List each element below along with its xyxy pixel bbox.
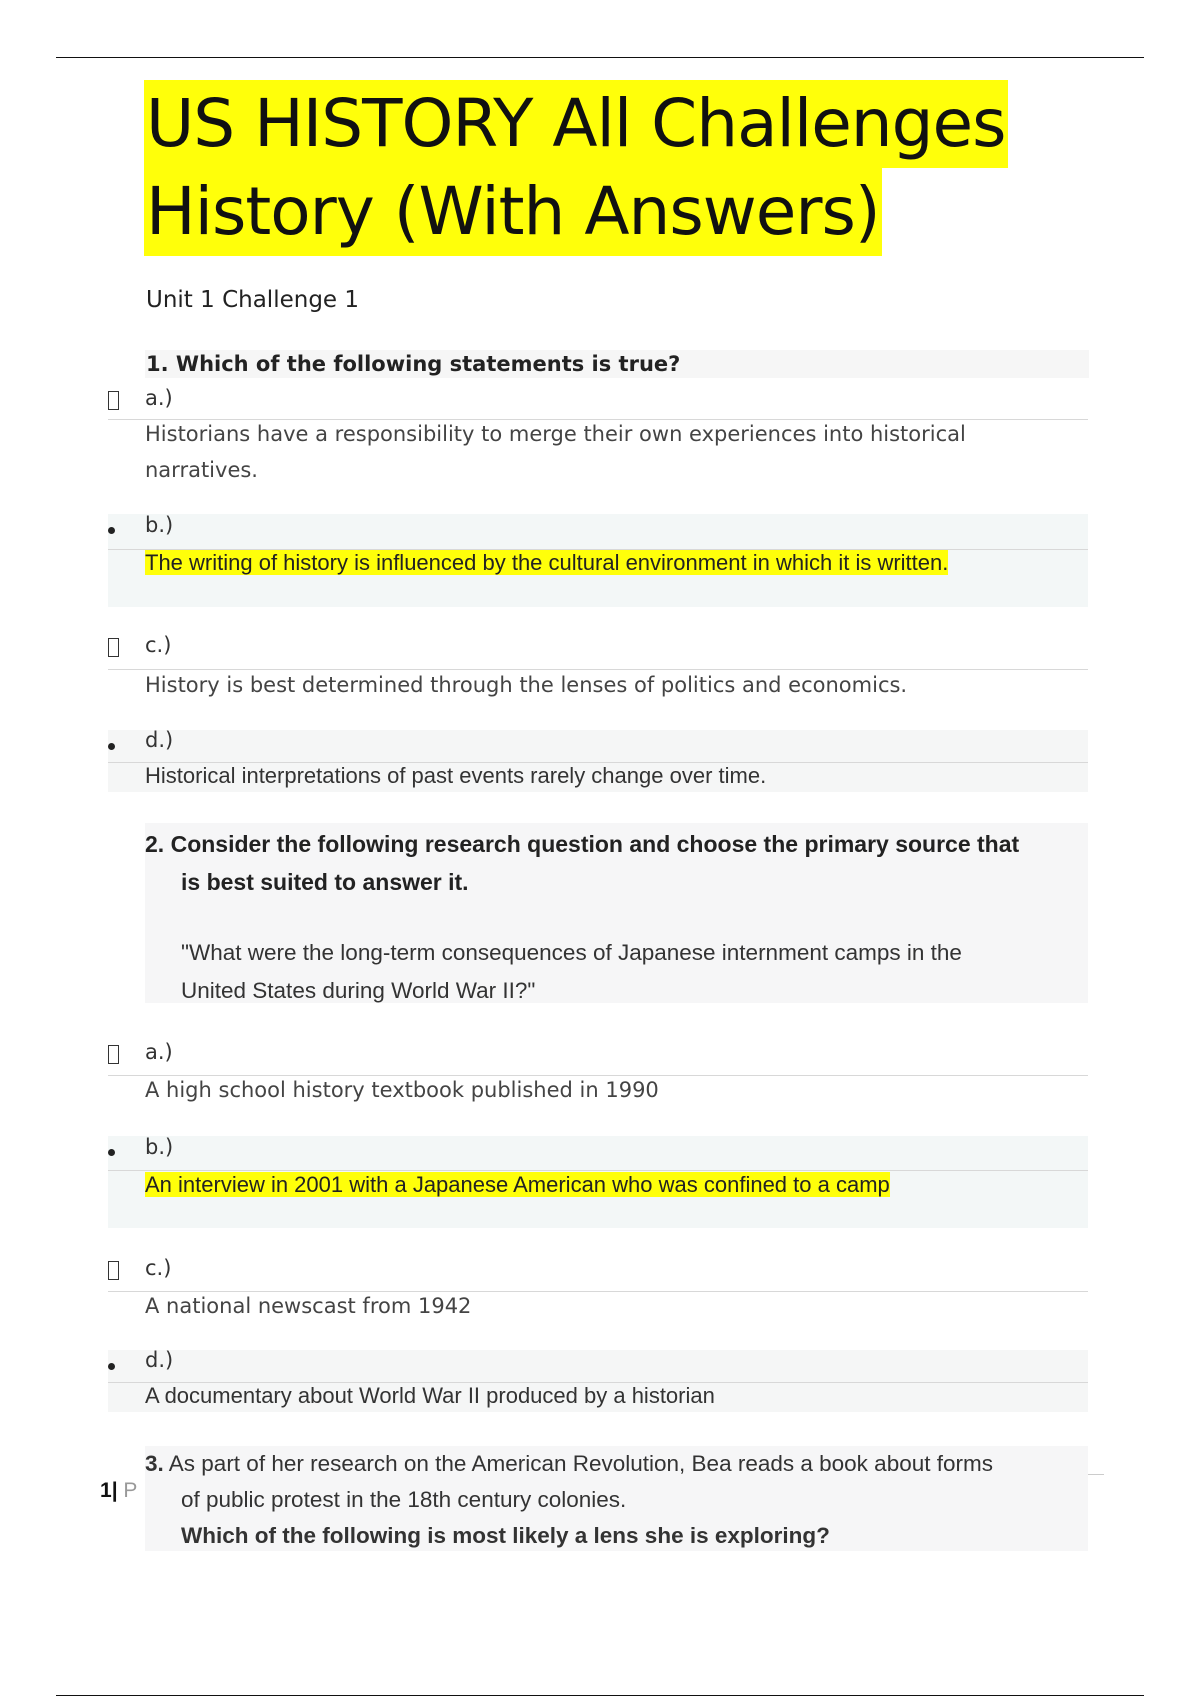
bottom-rule (56, 1695, 1144, 1696)
q2-option-b-text[interactable] (145, 1167, 1075, 1203)
q1-option-d-label: d.) (145, 728, 174, 752)
question-2-number: 2. (145, 831, 165, 857)
question-2-quote (181, 934, 1071, 1010)
bullet-icon (108, 527, 115, 534)
bullet-icon (108, 743, 115, 750)
question-1-heading (145, 350, 1089, 378)
question-3-text-line-1: As part of her research on the American Revolution, Bea reads a book about forms (168, 1451, 993, 1476)
question-3-number: 3. (145, 1451, 164, 1476)
q2-option-d-label: d.) (145, 1348, 174, 1372)
q1-option-b-text[interactable] (145, 545, 1075, 581)
checkbox-icon[interactable] (108, 1045, 119, 1064)
q2-option-a-text[interactable]: A high school history textbook published in 1990 (145, 1078, 659, 1102)
q1-option-a-text[interactable]: Historians have a responsibility to merge their own experiences into historical narratives. (145, 422, 966, 482)
q1-option-c-text[interactable]: History is best determined through the lenses of politics and economics. (145, 673, 908, 697)
q1-option-c-label: c.) (145, 633, 172, 657)
question-1-number: 1. (146, 352, 169, 376)
page-number (100, 1479, 137, 1503)
quote-line-2: United States during World War II?" (181, 978, 536, 1003)
checkbox-icon[interactable] (108, 1261, 119, 1280)
top-rule (56, 57, 1144, 58)
q2-option-d-text[interactable]: A documentary about World War II produced by a historian (145, 1383, 715, 1408)
answer-highlight: The writing of history is influenced by the cultural environment in which it is written. (145, 550, 949, 575)
question-2-heading (145, 825, 1075, 901)
page-number-value: 1 (100, 1479, 112, 1502)
question-2-text-line-1: Consider the following research question and choose the primary source that (170, 831, 1020, 857)
q1-option-a-label: a.) (145, 386, 173, 410)
checkbox-icon[interactable] (108, 638, 119, 657)
q1-option-b-label: b.) (145, 513, 174, 537)
page-number-suffix: P (123, 1479, 138, 1502)
question-3-text-line-3: Which of the following is most likely a lens she is exploring? (181, 1523, 830, 1548)
bullet-icon (108, 1363, 115, 1370)
q2-option-b-label: b.) (145, 1135, 174, 1159)
question-3-heading (145, 1446, 1080, 1554)
bullet-icon (108, 1149, 115, 1156)
question-3-text-line-2: of public protest in the 18th century colonies. (181, 1487, 627, 1512)
page-number-separator: | (111, 1479, 118, 1502)
q2-option-c-text[interactable]: A national newscast from 1942 (145, 1294, 472, 1318)
question-1-text: Which of the following statements is true? (175, 352, 681, 376)
q2-option-c-label: c.) (145, 1256, 172, 1280)
q1-option-d-text[interactable]: Historical interpretations of past events rarely change over time. (145, 763, 767, 788)
footer-rule (1088, 1474, 1104, 1475)
title-line-2: History (With Answers) (144, 168, 882, 256)
q2-option-a-label: a.) (145, 1040, 173, 1064)
checkbox-icon[interactable] (108, 391, 119, 410)
title-line-1: US HISTORY All Challenges (144, 80, 1008, 168)
quote-line-1: "What were the long-term consequences of Japanese internment camps in the (181, 940, 962, 965)
document-title (144, 80, 1008, 256)
answer-highlight: An interview in 2001 with a Japanese American who was confined to a camp (145, 1172, 890, 1197)
unit-heading: Unit 1 Challenge 1 (146, 287, 360, 313)
question-2-text-line-2: is best suited to answer it. (181, 869, 469, 895)
